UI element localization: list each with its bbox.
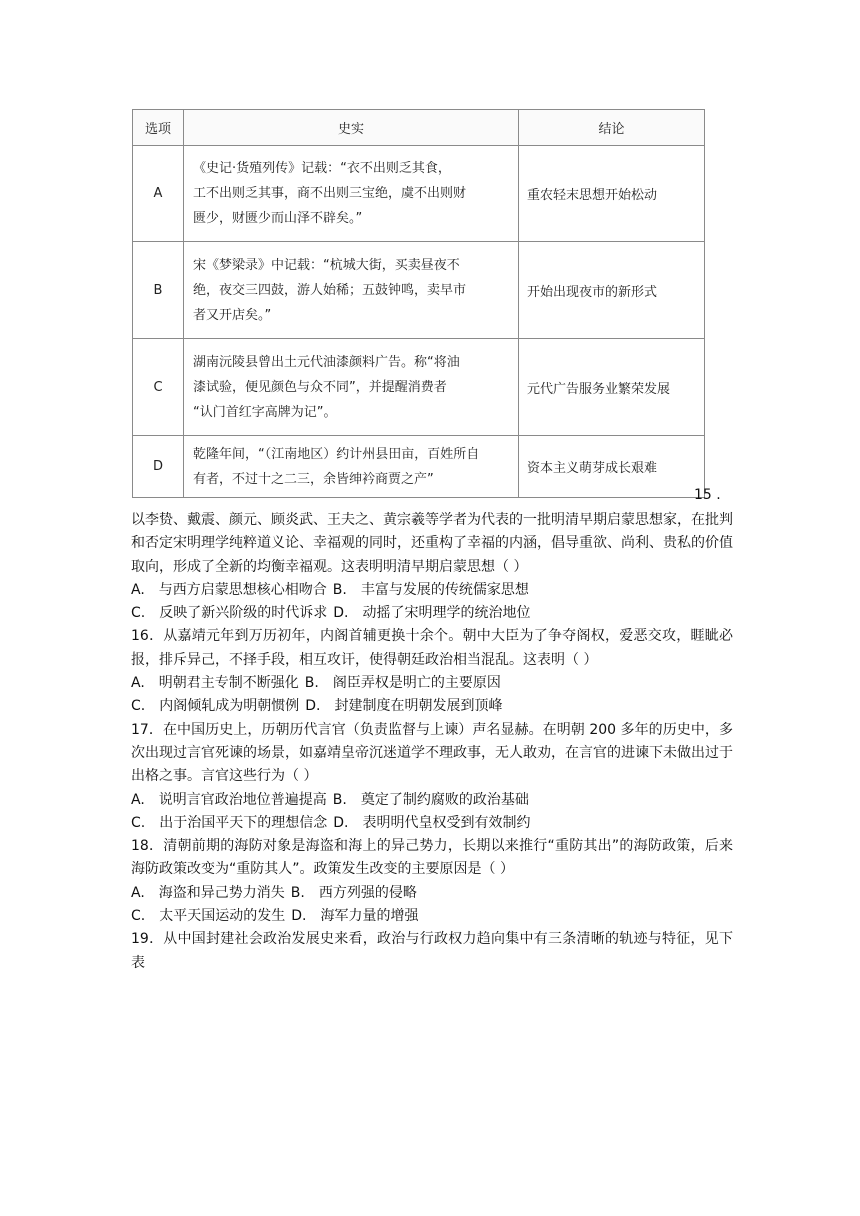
- row-option: B: [133, 242, 184, 339]
- row-fact: [184, 242, 519, 339]
- question-15-number: 15 .: [694, 487, 721, 503]
- question-19-stem: 19．从中国封建社会政治发展史来看，政治与行政权力趋向集中有三条清晰的轨迹与特征，见下表: [131, 931, 733, 971]
- fact-line: 乾隆年间，“（江南地区）约计州县田亩，百姓所自: [193, 446, 480, 462]
- row-fact: [184, 436, 519, 498]
- fact-line: 有者，不过十之二三，余皆绅衿商贾之产”: [193, 471, 434, 487]
- fact-line: 工不出则乏其事，商不出则三宝绝，虞不出则财: [193, 186, 467, 201]
- question-16-option-c: C. 内阁倾轧成为明朝惯例: [131, 698, 300, 715]
- fact-line: 《史记·货殖列传》记载：“衣不出则乏其食，: [193, 161, 451, 176]
- question-16-options-row-2: [131, 695, 733, 718]
- question-17-options-row-1: [131, 789, 733, 812]
- question-16-option-b: B. 阁臣弄权是明亡的主要原因: [304, 675, 501, 692]
- question-17-option-c: C. 出于治国平天下的理想信念: [131, 814, 328, 831]
- fact-line: 者又开店矣。”: [193, 307, 272, 323]
- question-16-option-a: A. 明朝君主专制不断强化: [131, 675, 299, 692]
- row-option: C: [133, 339, 184, 436]
- table-row: [133, 242, 705, 339]
- question-17-stem: 17．在中国历史上，历朝历代言官（负责监督与上谏）声名显赫。在明朝 200 多年的历史中，多次出现过言官死谏的场景，如嘉靖皇帝沉迷道学不理政事，无人敢劝，在言官的进谏下未做出过于出格之事。言官这些行为（ ）: [131, 721, 733, 785]
- question-15-options-row-1: [131, 579, 733, 602]
- question-17-option-b: B. 奠定了制约腐败的政治基础: [332, 791, 529, 808]
- row-conclusion: 开始出现夜市的新形式: [519, 242, 705, 339]
- question-15-option-a: A. 与西方启蒙思想核心相吻合: [131, 581, 327, 598]
- fact-line: “认门首红字高牌为记”。: [193, 404, 337, 420]
- history-facts-table: [132, 109, 705, 498]
- fact-line: 漆试验，便见颜色与众不同”，并提醒消费者: [193, 379, 447, 395]
- row-conclusion: 资本主义萌芽成长艰难: [519, 436, 705, 498]
- row-conclusion: 重农轻末思想开始松动: [519, 146, 705, 242]
- fact-line: 匮少，财匮少而山泽不辟矣。”: [193, 211, 363, 226]
- question-17-option-d: D. 表明明代皇权受到有效制约: [333, 814, 531, 831]
- header-fact: 史实: [184, 110, 519, 146]
- question-17-options-row-2: [131, 812, 733, 835]
- row-fact: [184, 339, 519, 436]
- question-15-stem: 以李贽、戴震、颜元、顾炎武、王夫之、黄宗羲等学者为代表的一批明清早期启蒙思想家，在批判和否定宋明理学纯粹道义论、幸福观的同时，还重构了幸福的内涵，倡导重欲、尚利、贵私的价值取向，形成了全新的均衡幸福观。这表明明清早期启蒙思想（ ）: [131, 512, 733, 575]
- question-18-option-b: B. 西方列强的侵略: [290, 884, 417, 901]
- table-row: [133, 339, 705, 436]
- fact-line: 宋《梦梁录》中记载：“杭城大街，买卖昼夜不: [193, 257, 460, 273]
- question-16-stem: 16．从嘉靖元年到万历初年，内阁首辅更换十余个。朝中大臣为了争夺阁权，爱恶交攻，睚眦必报，排斥异己，不择手段，相互攻讦，使得朝廷政治相当混乱。这表明（ ）: [131, 628, 733, 668]
- question-18-option-a: A. 海盗和异己势力消失: [131, 884, 285, 901]
- question-18-stem: 18．清朝前期的海防对象是海盗和海上的异己势力，长期以来推行“重防其出”的海防政策，后来海防政策改变为“重防其人”。政策发生改变的主要原因是（ ）: [131, 838, 733, 878]
- row-option: A: [133, 146, 184, 242]
- row-conclusion: 元代广告服务业繁荣发展: [519, 339, 705, 436]
- question-15-option-c: C. 反映了新兴阶级的时代诉求: [131, 605, 328, 622]
- questions-text: [131, 509, 733, 975]
- fact-line: 绝，夜交三四鼓，游人始稀；五鼓钟鸣，卖早市: [193, 282, 467, 298]
- row-fact: [184, 146, 519, 242]
- header-conclusion: 结论: [519, 110, 705, 146]
- header-option: 选项: [133, 110, 184, 146]
- question-18-option-d: D. 海军力量的增强: [291, 908, 419, 925]
- table-row: [133, 146, 705, 242]
- question-15-option-d: D. 动摇了宋明理学的统治地位: [333, 605, 531, 622]
- question-17-option-a: A. 说明言官政治地位普遍提高: [131, 791, 327, 808]
- question-16-option-d: D. 封建制度在明朝发展到顶峰: [305, 698, 503, 715]
- question-16-options-row-1: [131, 672, 733, 695]
- question-15-option-b: B. 丰富与发展的传统儒家思想: [332, 581, 529, 598]
- question-18-options-row-1: [131, 882, 733, 905]
- fact-line: 湖南沅陵县曾出土元代油漆颜料广告。称“将油: [193, 354, 460, 370]
- question-18-option-c: C. 太平天国运动的发生: [131, 908, 286, 925]
- question-18-options-row-2: [131, 905, 733, 928]
- table-row: [133, 436, 705, 498]
- row-option: D: [133, 436, 184, 498]
- question-15-options-row-2: [131, 602, 733, 625]
- table-header-row: [133, 110, 705, 146]
